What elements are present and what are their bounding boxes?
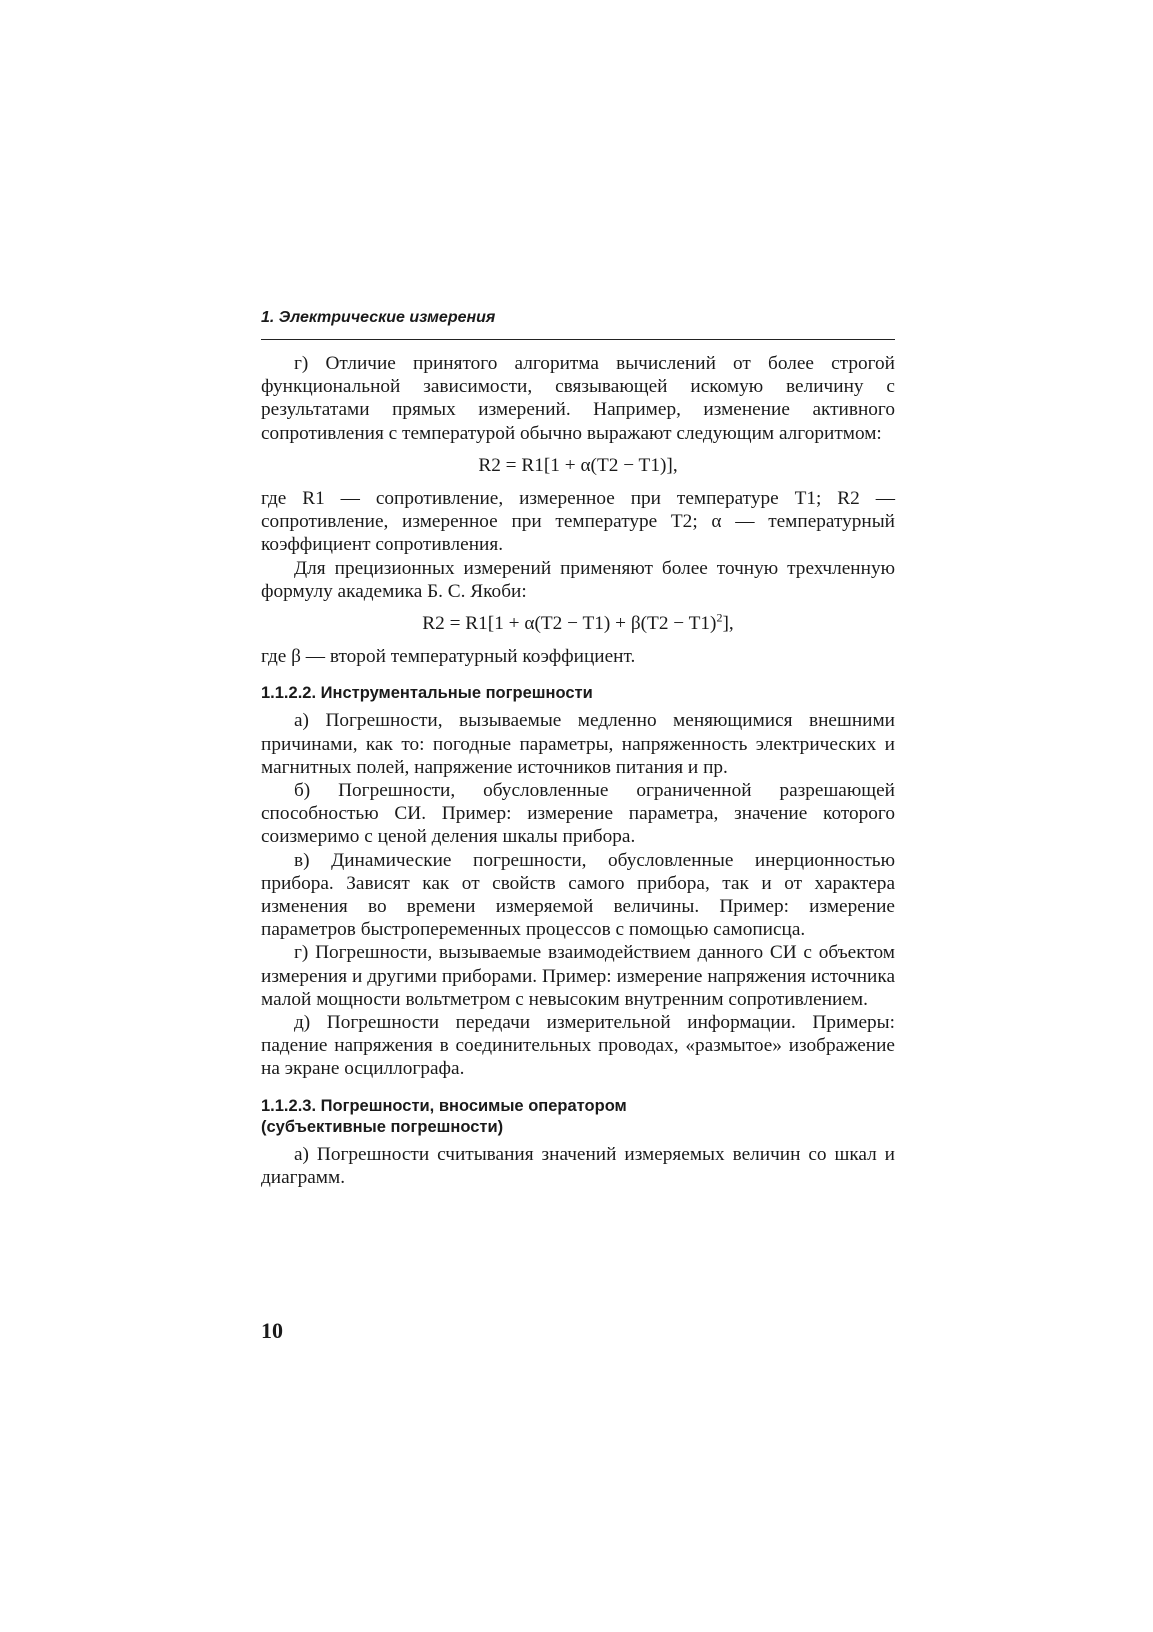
text-column [261, 352, 895, 1189]
list-item: в) Динамические погрешности, обусловленные инерционностью прибора. Зависят как от свойств самого прибора, так и от характера изменения во времени измеряемой величины. Пример: измерение параметров быстропеременных процессов с помощью самописца. [261, 849, 895, 941]
formula-jacobi-main: R2 = R1[1 + α(T2 − T1) + β(T2 − T1) [422, 613, 717, 635]
formula-jacobi-end: ], [722, 613, 734, 635]
running-head: 1. Электрические измерения [261, 308, 895, 340]
section-heading-line: 1.1.2.3. Погрешности, вносимые оператором [261, 1096, 627, 1115]
paragraph: г) Отличие принятого алгоритма вычислений от более строгой функциональной зависимости, связывающей искомую величину с результатами прямых измерений. Например, изменение активного сопротивления с температурой обычно выражают следующим алгоритмом: [261, 353, 895, 444]
formula-resistance-linear: R2 = R1[1 + α(T2 − T1)], [478, 454, 678, 476]
list-item: г) Погрешности, вызываемые взаимодействием данного СИ с объектом измерения и другими приборами. Пример: измерение напряжения источника малой мощности вольтметром с невысоким внутренним сопротивлением. [261, 942, 895, 1010]
page-body [261, 308, 895, 1189]
list-item: д) Погрешности передачи измерительной информации. Примеры: падение напряжения в соединительных проводах, «размытое» изображение на экране осциллографа. [261, 1012, 895, 1080]
list-item: а) Погрешности, вызываемые медленно меняющимися внешними причинами, как то: погодные параметры, напряженность электрических и магнитных полей, напряжение источников питания и пр. [261, 710, 895, 778]
formula-jacobi-exponent: 2 [716, 610, 723, 625]
page-number: 10 [261, 1318, 283, 1343]
list-item: б) Погрешности, обусловленные ограниченной разрешающей способностью СИ. Пример: измерение параметра, значение которого соизмеримо с ценой деления шкалы прибора. [261, 780, 895, 848]
formula-jacobi [261, 612, 895, 635]
paragraph: где R1 — сопротивление, измеренное при температуре T1; R2 — сопротивление, измеренное при температуре T2; α — температурный коэффициент сопротивления. [261, 488, 895, 556]
paragraph: где β — второй температурный коэффициент. [261, 646, 636, 668]
paragraph: Для прецизионных измерений применяют более точную трехчленную формулу академика Б. С. Якоби: [261, 557, 895, 602]
section-heading-line: (субъективные погрешности) [261, 1117, 504, 1136]
list-item: а) Погрешности считывания значений измеряемых величин со шкал и диаграмм. [261, 1143, 895, 1188]
section-heading-subjective [261, 1096, 895, 1138]
section-heading-instrumental: 1.1.2.2. Инструментальные погрешности [261, 684, 593, 703]
